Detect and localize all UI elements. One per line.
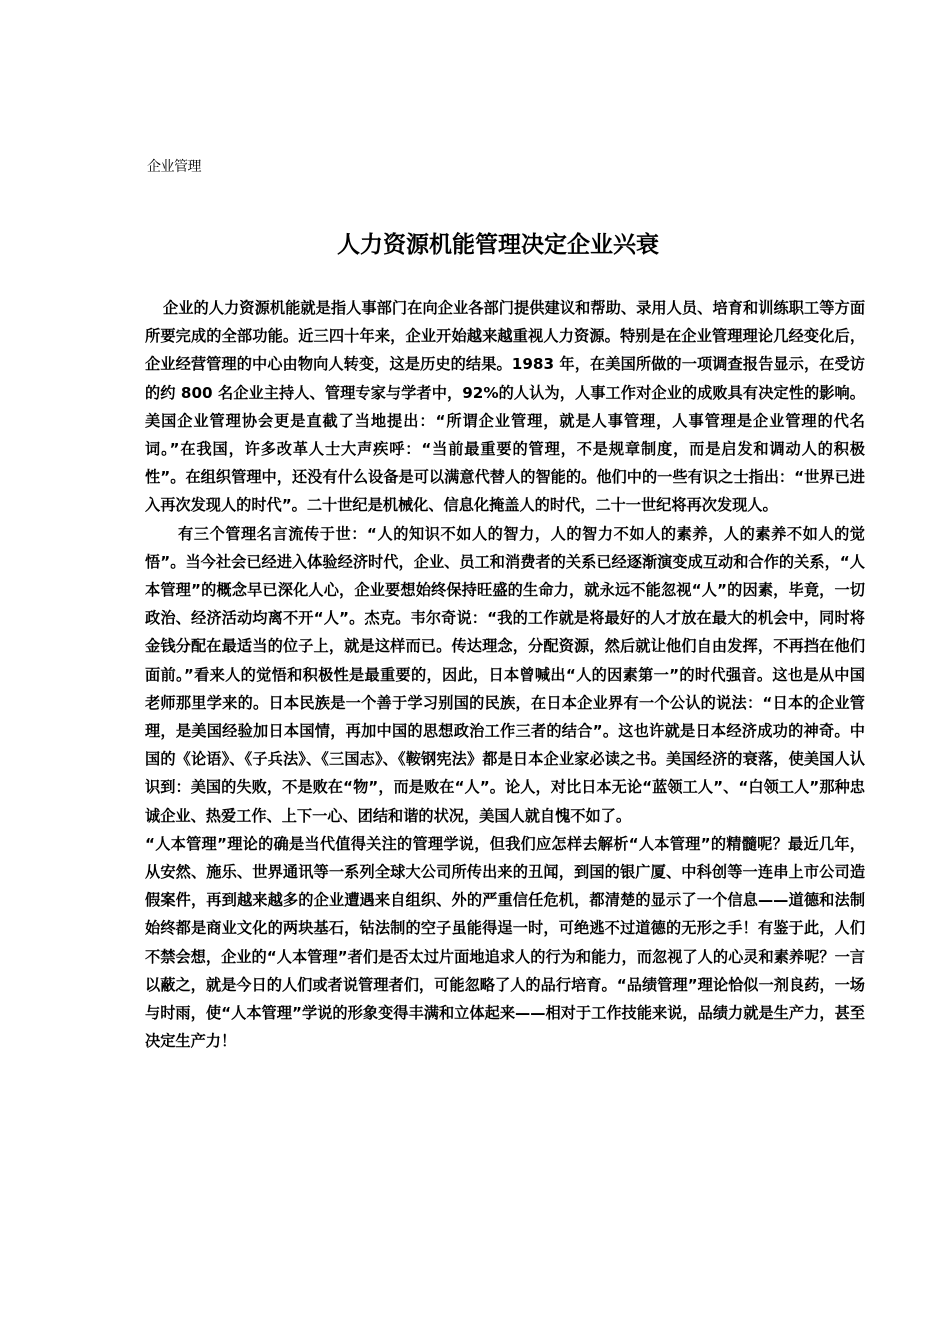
- document-body: [145, 294, 865, 1055]
- paragraph: “人本管理”理论的确是当代值得关注的管理学说，但我们应怎样去解析“人本管理”的精髓呢？最近几年，从安然、施乐、世界通讯等一系列全球大公司所传出来的丑闻，到国的银广厦、中科创等一连串上市公司造假案件，再到越来越多的企业遭遇来自组织、外的严重信任危机，都清楚的显示了一个信息——道德和法制始终都是商业文化的两块基石，钻法制的空子虽能得逞一时，可绝逃不过道德的无形之手！有鉴于此，人们不禁会想，企业的“人本管理”者们是否太过片面地追求人的行为和能力，而忽视了人的心灵和素养呢？一言以蔽之，就是今日的人们或者说管理者们，可能忽略了人的品行培育。“品绩管理”理论恰似一剂良药，一场与时雨，使“人本管理”学说的形象变得丰满和立体起来——相对于工作技能来说，品绩力就是生产力，甚至决定生产力！: [145, 834, 865, 1051]
- header-label: 企业管理: [147, 159, 201, 175]
- document-title: 人力资源机能管理决定企业兴衰: [337, 232, 659, 258]
- paragraph: 企业的人力资源机能就是指人事部门在向企业各部门提供建议和帮助、录用人员、培育和训练职工等方面所要完成的全部功能。近三四十年来，企业开始越来越重视人力资源。特别是在企业管理理论几经变化后，企业经营管理的中心由物向人转变，这是历史的结果。1983 年，在美国所做的一项调查报告显示，在受访的约 800 名企业主持人、管理专家与学者中，92%的人认为，人事工作对企业的成败具有决定性的影响。美国企业管理协会更是直截了当地提出：“所谓企业管理，就是人事管理，人事管理是企业管理的代名词。”在我国，许多改革人士大声疾呼：“当前最重要的管理，不是规章制度，而是启发和调动人的积极性”。在组织管理中，还没有什么设备是可以满意代替人的智能的。他们中的一些有识之士指出：“世界已进入再次发现人的时代”。二十世纪是机械化、信息化掩盖人的时代，二十一世纪将再次发现人。: [145, 299, 865, 515]
- paragraph: 有三个管理名言流传于世：“人的知识不如人的智力，人的智力不如人的素养，人的素养不如人的觉悟”。当今社会已经进入体验经济时代，企业、员工和消费者的关系已经逐渐演变成互动和合作的关系，“人本管理”的概念早已深化人心，企业要想始终保持旺盛的生命力，就永远不能忽视“人”的因素，毕竟，一切政治、经济活动均离不开“人”。杰克。韦尔奇说：“我的工作就是将最好的人才放在最大的机会中，同时将金钱分配在最适当的位子上，就是这样而已。传达理念，分配资源，然后就让他们自由发挥，不再挡在他们面前。”看来人的觉悟和积极性是最重要的，因此，日本曾喊出“人的因素第一”的时代强音。这也是从中国老师那里学来的。日本民族是一个善于学习别国的民族，在日本企业界有一个公认的说法：“日本的企业管理，是美国经验加日本国情，再加中国的思想政治工作三者的结合”。这也许就是日本经济成功的神奇。中国的《论语》、《子兵法》、《三国志》、《鞍钢宪法》都是日本企业家必读之书。美国经济的衰落，使美国人认识到：美国的失败，不是败在“物”，而是败在“人”。论人，对比日本无论“蓝领工人”、“白领工人”那种忠诚企业、热爱工作、上下一心、团结和谐的状况，美国人就自愧不如了。: [145, 524, 865, 825]
